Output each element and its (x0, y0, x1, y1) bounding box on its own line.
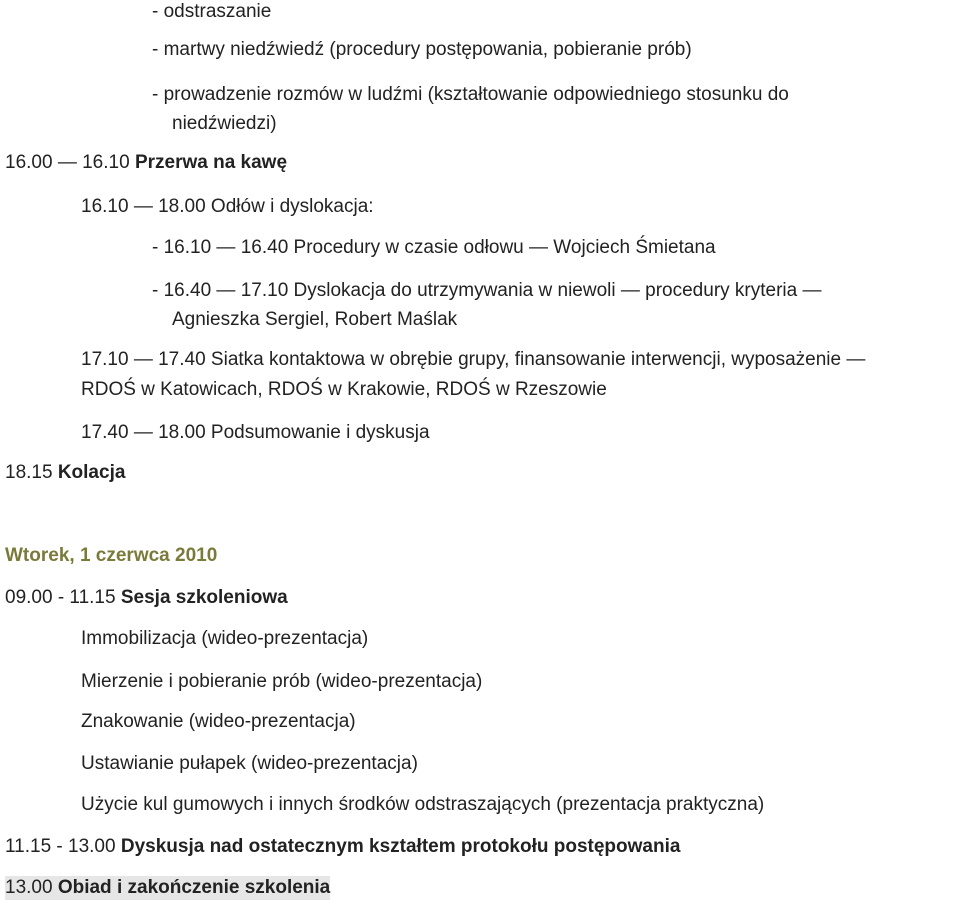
catch-item-dislocation-cont: Agnieszka Sergiel, Robert Maślak (172, 309, 458, 330)
discussion-time: 11.15 - 13.00 (5, 836, 121, 857)
lunch-time: 13.00 (5, 877, 58, 898)
supper-time: 18.15 (5, 462, 58, 483)
supper-label: Kolacja (57, 462, 126, 483)
coffee-break (5, 151, 287, 175)
session-item-traps: Ustawianie pułapek (wideo-prezentacja) (81, 753, 418, 774)
bullet-conversations-cont: niedźwiedzi) (172, 113, 277, 134)
session-label: Sesja szkoleniowa (120, 587, 288, 608)
catch-item-procedures: - 16.10 — 16.40 Procedury w czasie odłowu — Wojciech Śmietana (152, 237, 716, 258)
network-line-2: RDOŚ w Katowicach, RDOŚ w Krakowie, RDOŚ w Rzeszowie (81, 379, 607, 400)
discussion-line (5, 835, 680, 859)
day-heading: Wtorek, 1 czerwca 2010 (5, 545, 218, 566)
summary-line: 17.40 — 18.00 Podsumowanie i dyskusja (81, 422, 430, 443)
network-line-1: 17.10 — 17.40 Siatka kontaktowa w obrębie grupy, finansowanie interwencji, wyposażenie — (81, 349, 866, 370)
lunch-line (5, 876, 330, 900)
bullet-conversations: - prowadzenie rozmów w ludźmi (kształtowanie odpowiedniego stosunku do (152, 84, 789, 105)
session-line (5, 586, 288, 610)
session-item-immobilization: Immobilizacja (wideo-prezentacja) (81, 628, 369, 649)
session-item-measuring: Mierzenie i pobieranie prób (wideo-prezentacja) (81, 671, 483, 692)
catch-block-title: 16.10 — 18.00 Odłów i dyslokacja: (81, 196, 374, 217)
coffee-break-time: 16.00 — 16.10 (5, 152, 135, 173)
discussion-label: Dyskusja nad ostatecznym kształtem protokołu postępowania (120, 836, 681, 857)
session-time: 09.00 - 11.15 (5, 587, 121, 608)
supper (5, 461, 125, 485)
session-item-marking: Znakowanie (wideo-prezentacja) (81, 711, 356, 732)
bullet-deterrence: - odstraszanie (152, 1, 272, 22)
lunch-label: Obiad i zakończenie szkolenia (57, 877, 331, 898)
catch-item-dislocation: - 16.40 — 17.10 Dyslokacja do utrzymywania w niewoli — procedury kryteria — (152, 280, 822, 301)
session-item-rubber-bullets: Użycie kul gumowych i innych środków odstraszających (prezentacja praktyczna) (81, 794, 765, 815)
bullet-dead-bear: - martwy niedźwiedź (procedury postępowania, pobieranie prób) (152, 39, 692, 60)
coffee-break-label: Przerwa na kawę (134, 152, 288, 173)
